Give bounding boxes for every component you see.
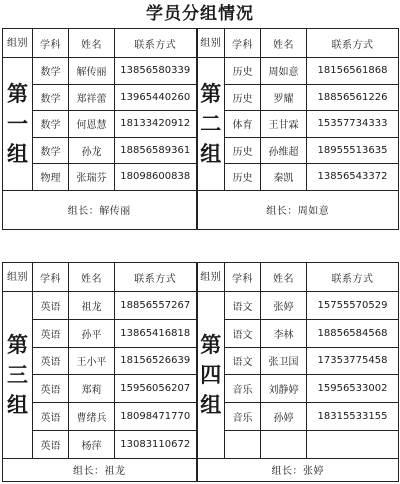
group-label-4: 第 四 组 <box>197 292 225 459</box>
cell-name: 孙龙 <box>69 137 115 164</box>
cell-subject: 英语 <box>33 375 69 403</box>
table-row <box>3 292 399 320</box>
header-contact: 联系方式 <box>115 263 197 292</box>
cell-phone: 13083110672 <box>115 430 197 458</box>
cell-phone: 13856543372 <box>307 164 399 191</box>
cell-phone: 18856589361 <box>115 137 197 164</box>
cell-subject: 物理 <box>33 164 69 191</box>
cell-subject: 英语 <box>33 347 69 375</box>
cell-phone: 13965440260 <box>115 84 197 111</box>
header-row <box>3 29 399 58</box>
cell-name: 曹绪兵 <box>69 403 115 431</box>
cell-subject: 历史 <box>225 164 261 191</box>
cell-name: 张卫国 <box>261 347 307 375</box>
table-row <box>3 58 399 85</box>
header-name: 姓名 <box>261 263 307 292</box>
cell-name: 秦凯 <box>261 164 307 191</box>
header-contact: 联系方式 <box>115 29 197 58</box>
cell-subject: 历史 <box>225 137 261 164</box>
cell-name: 郑祥蕾 <box>69 84 115 111</box>
cell-subject: 英语 <box>33 319 69 347</box>
header-group: 组别 <box>3 29 33 58</box>
cell-subject: 语文 <box>225 319 261 347</box>
cell-phone: 15357734333 <box>307 111 399 138</box>
cell-phone: 18156526639 <box>115 347 197 375</box>
cell-subject: 音乐 <box>225 375 261 403</box>
cell-name: 孙平 <box>69 319 115 347</box>
header-group: 组别 <box>197 29 225 58</box>
header-subject: 学科 <box>33 29 69 58</box>
header-name: 姓名 <box>261 29 307 58</box>
cell-name: 孙婷 <box>261 403 307 431</box>
header-subject: 学科 <box>33 263 69 292</box>
group-leader-3: 组长：祖龙 <box>3 458 197 481</box>
cell-subject: 语文 <box>225 292 261 320</box>
group-leader-2: 组长：周如意 <box>197 190 399 229</box>
cell-subject: 历史 <box>225 84 261 111</box>
header-name: 姓名 <box>69 29 115 58</box>
cell-phone: 18315533155 <box>307 403 399 431</box>
cell-phone: 15755570529 <box>307 292 399 320</box>
cell-name: 何恩慧 <box>69 111 115 138</box>
cell-subject: 数学 <box>33 111 69 138</box>
header-subject: 学科 <box>225 263 261 292</box>
cell-name: 祖龙 <box>69 292 115 320</box>
cell-subject: 数学 <box>33 84 69 111</box>
header-row <box>3 263 399 292</box>
cell-subject: 数学 <box>33 137 69 164</box>
header-group: 组别 <box>3 263 33 292</box>
cell-phone: 15956533002 <box>307 375 399 403</box>
header-subject: 学科 <box>225 29 261 58</box>
cell-subject: 体育 <box>225 111 261 138</box>
group-table-1-2 <box>2 28 399 230</box>
cell-subject: 音乐 <box>225 403 261 431</box>
header-group: 组别 <box>197 263 225 292</box>
group-leader-4: 组长：张婷 <box>197 458 399 481</box>
cell-name <box>261 430 307 458</box>
cell-phone: 13865416818 <box>115 319 197 347</box>
cell-name: 王甘霖 <box>261 111 307 138</box>
cell-phone: 18955513635 <box>307 137 399 164</box>
leader-row <box>3 190 399 229</box>
cell-name: 解传丽 <box>69 58 115 85</box>
header-contact: 联系方式 <box>307 263 399 292</box>
cell-name: 李林 <box>261 319 307 347</box>
cell-phone: 13856580339 <box>115 58 197 85</box>
cell-phone: 18156561868 <box>307 58 399 85</box>
cell-phone: 18133420912 <box>115 111 197 138</box>
group-label-3: 第 三 组 <box>3 292 33 459</box>
leader-row <box>3 458 399 481</box>
cell-name: 孙维超 <box>261 137 307 164</box>
page-title: 学员分组情况 <box>146 4 254 24</box>
cell-phone <box>307 430 399 458</box>
cell-phone: 18098600838 <box>115 164 197 191</box>
cell-subject <box>225 430 261 458</box>
header-name: 姓名 <box>69 263 115 292</box>
cell-subject: 英语 <box>33 292 69 320</box>
cell-name: 杨萍 <box>69 430 115 458</box>
cell-subject: 语文 <box>225 347 261 375</box>
cell-name: 张婷 <box>261 292 307 320</box>
cell-name: 刘静婷 <box>261 375 307 403</box>
group-table-3-4 <box>2 262 399 482</box>
cell-name: 罗耀 <box>261 84 307 111</box>
cell-phone: 18856561226 <box>307 84 399 111</box>
cell-phone: 18856584568 <box>307 319 399 347</box>
group-label-2: 第 二 组 <box>197 58 225 191</box>
cell-subject: 英语 <box>33 403 69 431</box>
group-label-1: 第 一 组 <box>3 58 33 191</box>
cell-phone: 17353775458 <box>307 347 399 375</box>
group-leader-1: 组长：解传丽 <box>3 190 197 229</box>
cell-name: 郑莉 <box>69 375 115 403</box>
cell-phone: 18098471770 <box>115 403 197 431</box>
cell-name: 王小平 <box>69 347 115 375</box>
cell-subject: 英语 <box>33 430 69 458</box>
cell-phone: 18856557267 <box>115 292 197 320</box>
header-contact: 联系方式 <box>307 29 399 58</box>
cell-name: 周如意 <box>261 58 307 85</box>
cell-subject: 历史 <box>225 58 261 85</box>
cell-phone: 15956056207 <box>115 375 197 403</box>
cell-name: 张瑞芬 <box>69 164 115 191</box>
cell-subject: 数学 <box>33 58 69 85</box>
